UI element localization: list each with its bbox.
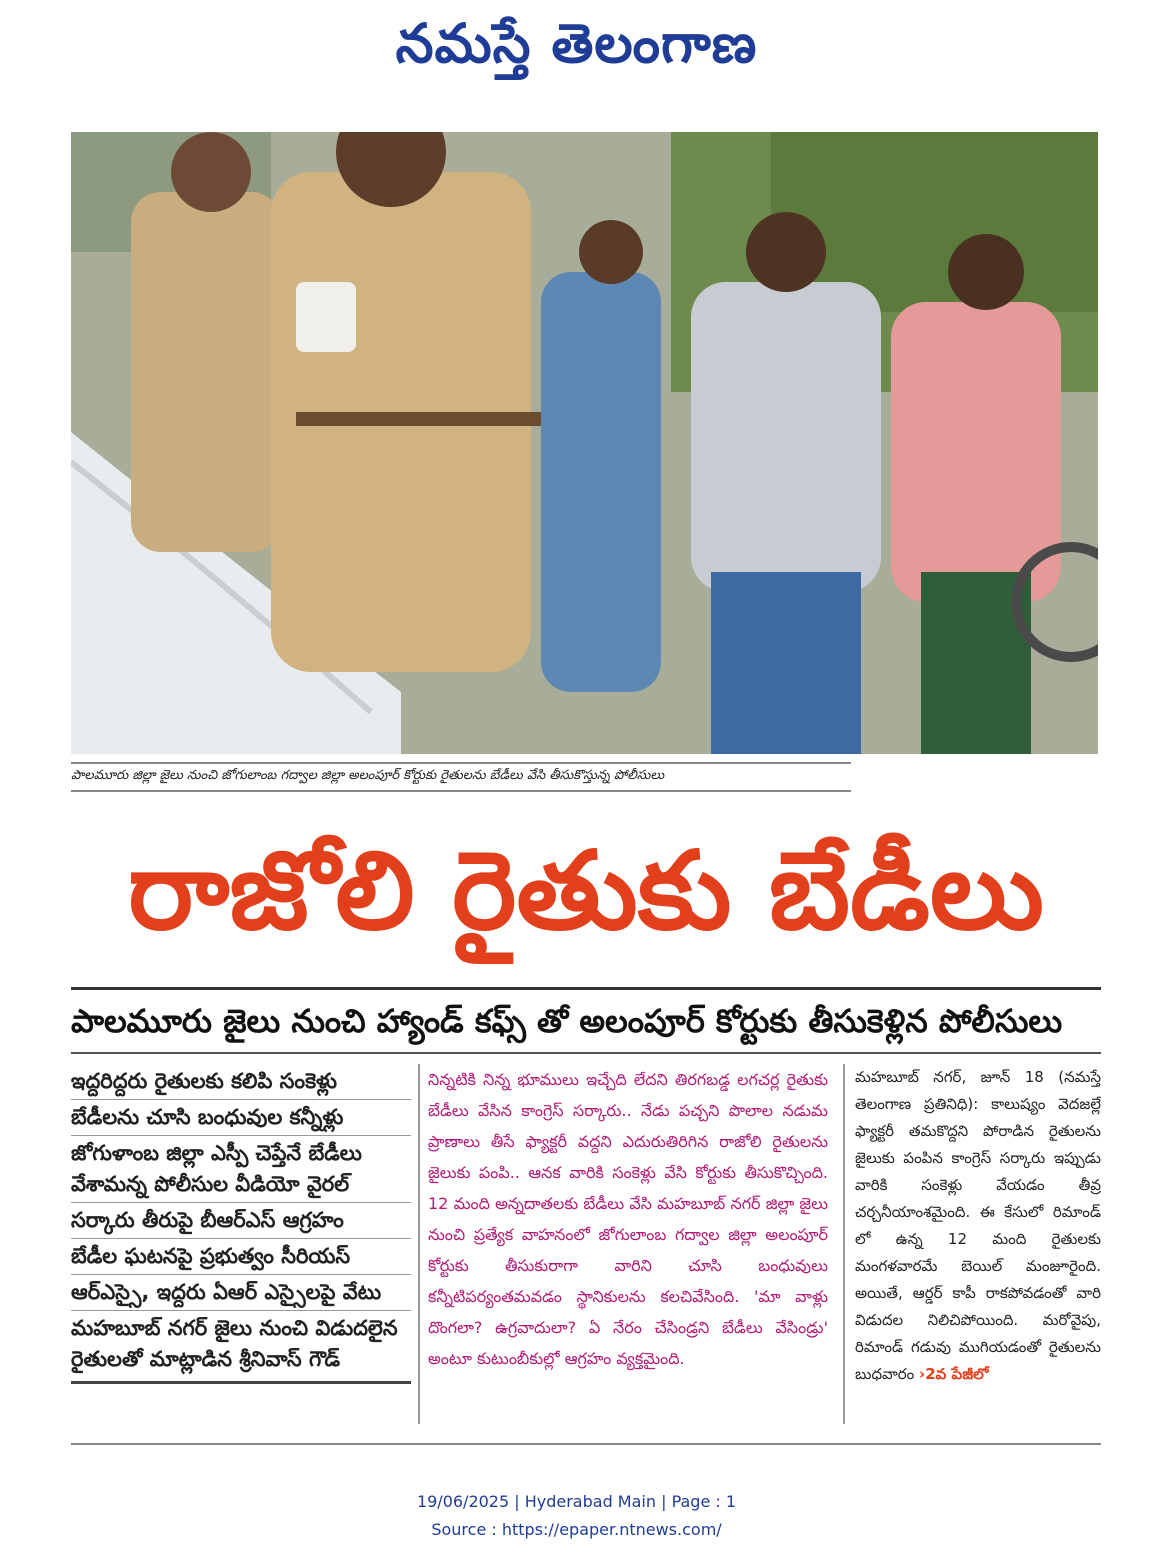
column-divider (843, 1064, 845, 1424)
highlight-item: బేడీలను చూసి బంధువుల కన్నీళ్లు (71, 1100, 411, 1136)
highlight-item: ఆర్ఎస్సై, ఇద్దరు ఏఆర్ ఎస్సైలపై వేటు (71, 1275, 411, 1311)
masthead-logo: నమస్తే తెలంగాణ (395, 11, 758, 75)
article-bottom-rule (71, 1443, 1101, 1445)
news-photo (71, 132, 1098, 754)
edition-info: 19/06/2025 | Hyderabad Main | Page : 1 (416, 1492, 737, 1511)
photo-caption: పాలమూరు జిల్లా జైలు నుంచి జోగులాంబ గద్వాల జిల్లా అలంపూర్ కోర్టుకు రైతులను బేడీలు వేసి తీసుకొస్తున్న పోలీసులు (71, 768, 665, 783)
subheadline-rule (71, 1052, 1101, 1054)
highlight-item: సర్కారు తీరుపై బీఆర్ఎస్ ఆగ్రహం (71, 1203, 411, 1239)
body-column (855, 1064, 1101, 1388)
caption-top-rule (71, 762, 851, 764)
source-link[interactable]: Source : https://epaper.ntnews.com/ (431, 1520, 722, 1539)
highlight-item: జోగుళాంబ జిల్లా ఎస్పీ చెప్తేనే బేడీలు వేశామన్న పోలీసుల వీడియో వైరల్ (71, 1136, 411, 1203)
page-footer (0, 1488, 1153, 1544)
highlights-bottom-rule (71, 1381, 411, 1384)
article-subheadline: పాలమూరు జైలు నుంచి హ్యాండ్ కఫ్స్ తో అలంపూర్ కోర్టుకు తీసుకెళ్లిన పోలీసులు (71, 1002, 1063, 1040)
highlight-item: ఇద్దరిద్దరు రైతులకు కలిపి సంకెళ్లు (71, 1064, 411, 1100)
highlight-item: బేడీల ఘటనపై ప్రభుత్వం సీరియస్ (71, 1239, 411, 1275)
highlight-item: మహబూబ్ నగర్ జైలు నుంచి విడుదలైన రైతులతో మాట్లాడిన శ్రీనివాస్ గౌడ్ (71, 1316, 398, 1371)
intro-column (418, 1064, 828, 1434)
body-text: మహబూబ్ నగర్, జూన్ 18 (నమస్తే తెలంగాణ ప్రతినిధి): కాలుష్యం వెదజల్లే ఫ్యాక్టరీ తమకొద్దని పోరాడిన రైతులను జైలుకు పంపిన కాంగ్రెస్ సర్కారు ఇప్పుడు వారికి సంకెళ్లు వేయడం తీవ్ర చర్చనీయాంశమైంది. ఈ కేసులో రిమాండ్ లో ఉన్న 12 మంది రైతులకు మంగళవారమే బెయిల్ మంజూరైంది. అయితే, ఆర్డర్ కాపీ రాకపోవడంతో వారి విడుదల నిలిచిపోయింది. మరోవైపు, రిమాండ్ గడువు ముగియడంతో రైతులను బుధవారం (855, 1068, 1101, 1383)
caption-bottom-rule (71, 790, 851, 792)
headline-rule (71, 987, 1101, 990)
body-paragraph (855, 1064, 1101, 1388)
intro-paragraph: నిన్నటికి నిన్న భూములు ఇచ్చేది లేదని తిరగబడ్డ లగచర్ల రైతుకు బేడీలు వేసిన కాంగ్రెస్ సర్కారు.. నేడు పచ్చని పొలాల నడుమ ప్రాణాలు తీసే ఫ్యాక్టరీ వద్దని ఎదురుతిరిగిన రాజోలి రైతులను జైలుకు పంపి.. ఆనక వారికి సంకెళ్లు వేసి కోర్టుకు తీసుకొచ్చింది. 12 మంది అన్నదాతలకు బేడీలు వేసి మహబూబ్ నగర్ జిల్లా జైలు నుంచి ప్రత్యేక వాహనంలో జోగులాంబ గద్వాల జిల్లా అలంపూర్ కోర్టుకు తీసుకురాగా వారిని చూసి బంధువులు కన్నీటిపర్యంతమవడం స్థానికులను కలచివేసింది. 'మా వాళ్లు దొంగలా? ఉగ్రవాదులా? ఏ నేరం చేసిండ్రని బేడీలు వేసిండ్రు' అంటూ కుటుంబీకుల్లో ఆగ్రహం వ్యక్తమైంది. (428, 1070, 828, 1368)
highlights-list (71, 1064, 411, 1384)
continued-on-page-link[interactable]: ›2వ పేజీలో (919, 1365, 989, 1383)
article-headline: రాజోలి రైతుకు బేడీలు (128, 829, 1044, 954)
